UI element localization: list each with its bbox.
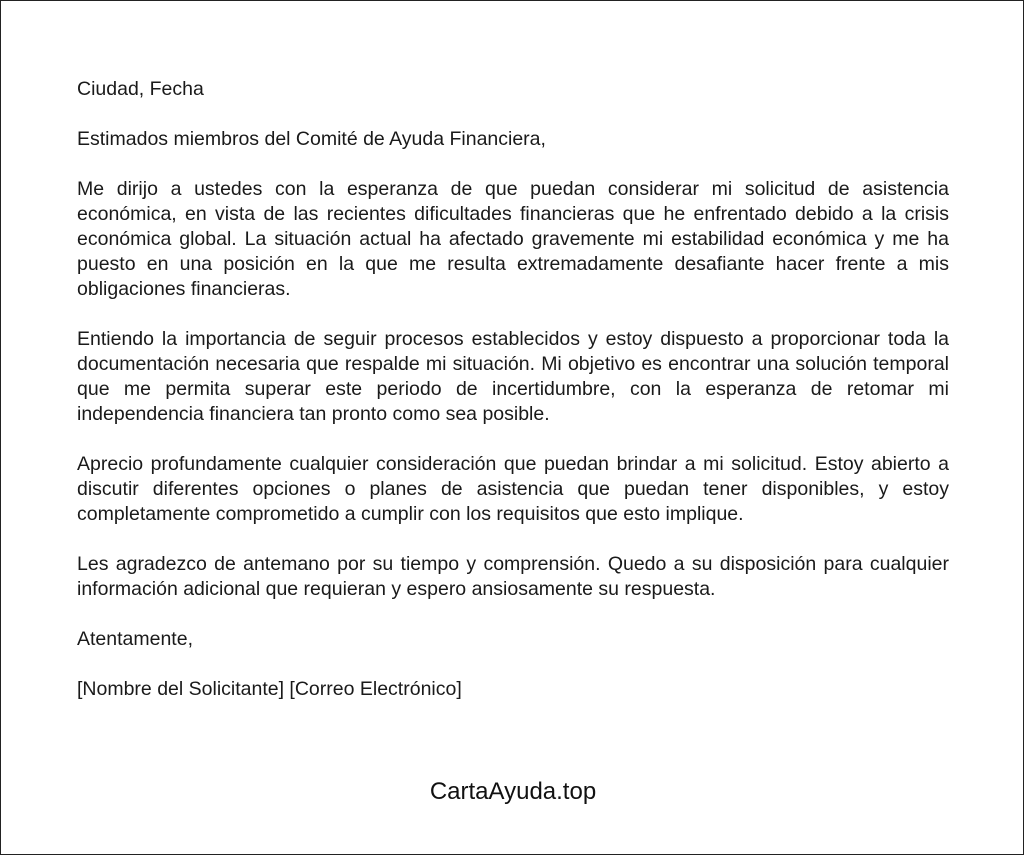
signature: [Nombre del Solicitante] [Correo Electrónico] — [77, 678, 462, 700]
body-paragraph-2: Entiendo la importancia de seguir procesos establecidos y estoy dispuesto a proporcionar toda la documentación necesaria que respalde mi situación. Mi objetivo es encontrar una solución temporal que me permita superar este periodo de incertidumbre, con la esperanza de retomar mi independencia financiera tan pronto como sea posible. — [77, 328, 949, 425]
salutation: Estimados miembros del Comité de Ayuda Financiera, — [77, 128, 546, 150]
body-paragraph-3: Aprecio profundamente cualquier consideración que puedan brindar a mi solicitud. Estoy abierto a discutir diferentes opciones o planes de asistencia que puedan tener disponibles, y estoy completamente comprometido a cumplir con los requisitos que esto implique. — [77, 453, 949, 525]
body-paragraph-4: Les agradezco de antemano por su tiempo y comprensión. Quedo a su disposición para cualquier información adicional que requieran y espero ansiosamente su respuesta. — [77, 553, 949, 600]
place-date: Ciudad, Fecha — [77, 78, 204, 100]
site-brand: CartaAyuda.top — [429, 778, 597, 805]
body-paragraph-1: Me dirijo a ustedes con la esperanza de que puedan considerar mi solicitud de asistencia económica, en vista de las recientes dificultades financieras que he enfrentado debido a la crisis económica global. La situación actual ha afectado gravemente mi estabilidad económica y me ha puesto en una posición en la que me resulta extremadamente desafiante hacer frente a mis obligaciones financieras. — [77, 178, 949, 300]
letter-body — [77, 77, 949, 727]
closing: Atentamente, — [77, 628, 193, 650]
